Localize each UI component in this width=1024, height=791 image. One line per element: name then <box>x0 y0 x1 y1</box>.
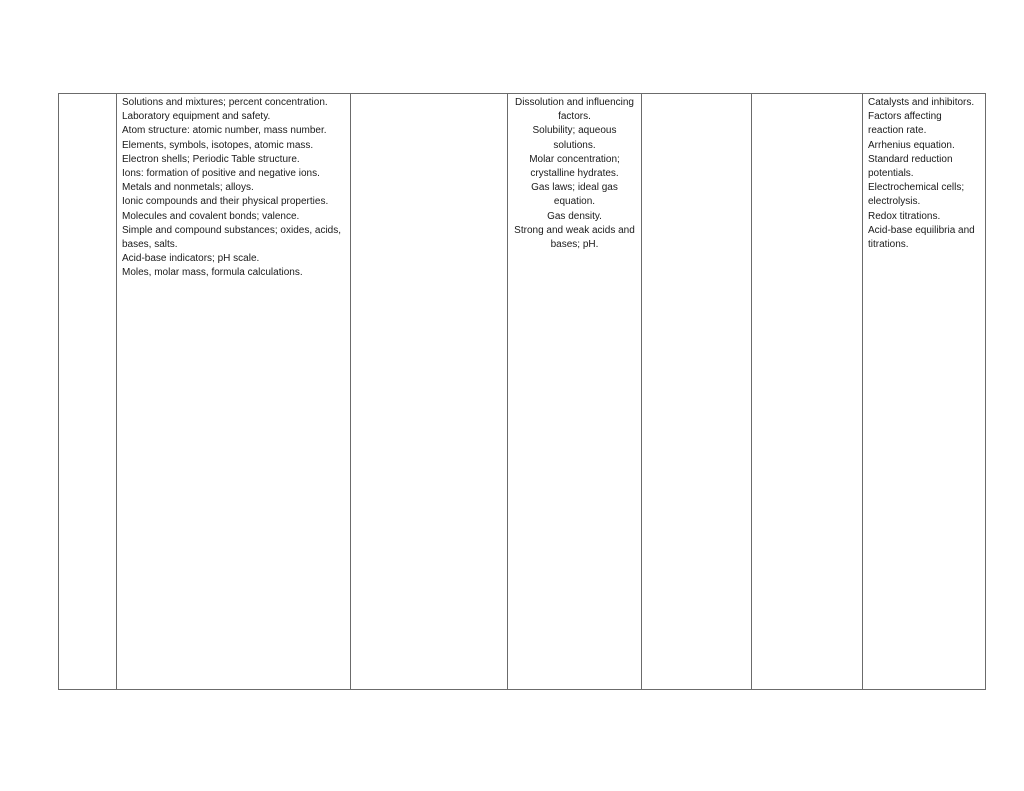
cell-line: Laboratory equipment and safety. <box>122 111 271 123</box>
table-cell-topics-1 <box>117 94 351 690</box>
cell-line: Gas density. <box>547 210 602 222</box>
cell-line: Ions: formation of positive and negative ions. <box>122 168 320 180</box>
cell-line: Catalysts and inhibitors. <box>868 97 975 108</box>
cell-line: Electron shells; Periodic Table structure. <box>122 153 300 165</box>
cell-line: Solutions and mixtures; percent concentration. <box>122 97 328 108</box>
table-cell-empty-3 <box>642 94 752 690</box>
cell-line: Redox titrations. <box>868 210 941 222</box>
cell-line: Moles, molar mass, formula calculations. <box>122 267 303 279</box>
cell-line: Ionic compounds and their physical properties. <box>122 196 329 208</box>
cell-line: Dissolution and influencing factors. <box>515 97 634 123</box>
cell-line: Molecules and covalent bonds; valence. <box>122 210 300 222</box>
table-cell-empty-2 <box>351 94 508 690</box>
cell-line: Strong and weak acids and bases; pH. <box>514 224 635 251</box>
cell-line: Gas laws; ideal gas equation. <box>531 182 618 208</box>
cell-line: Acid-base indicators; pH scale. <box>122 253 260 265</box>
cell-line: Factors affecting reaction rate. <box>868 111 942 137</box>
cell-line: Arrhenius equation. <box>868 139 955 151</box>
cell-line: Solubility; aqueous solutions. <box>532 125 617 151</box>
table-cell-topics-2 <box>508 94 642 690</box>
cell-line: Simple and compound substances; oxides, acids, bases, salts. <box>122 224 342 251</box>
cell-line: Molar concentration; crystalline hydrates. <box>529 153 620 180</box>
cell-line: Elements, symbols, isotopes, atomic mass. <box>122 139 314 151</box>
cell-line: Standard reduction potentials. <box>868 153 953 180</box>
cell-line: Acid-base equilibria and titrations. <box>868 224 975 251</box>
table-cell-topics-3 <box>863 94 986 690</box>
table-cell-empty-4 <box>752 94 863 690</box>
cell-line: Metals and nonmetals; alloys. <box>122 182 254 194</box>
cell-line: Electrochemical cells; electrolysis. <box>868 182 965 208</box>
table-row <box>59 94 986 690</box>
curriculum-table <box>58 93 986 690</box>
table-cell-empty-1 <box>59 94 117 690</box>
cell-line: Atom structure: atomic number, mass number. <box>122 125 327 137</box>
